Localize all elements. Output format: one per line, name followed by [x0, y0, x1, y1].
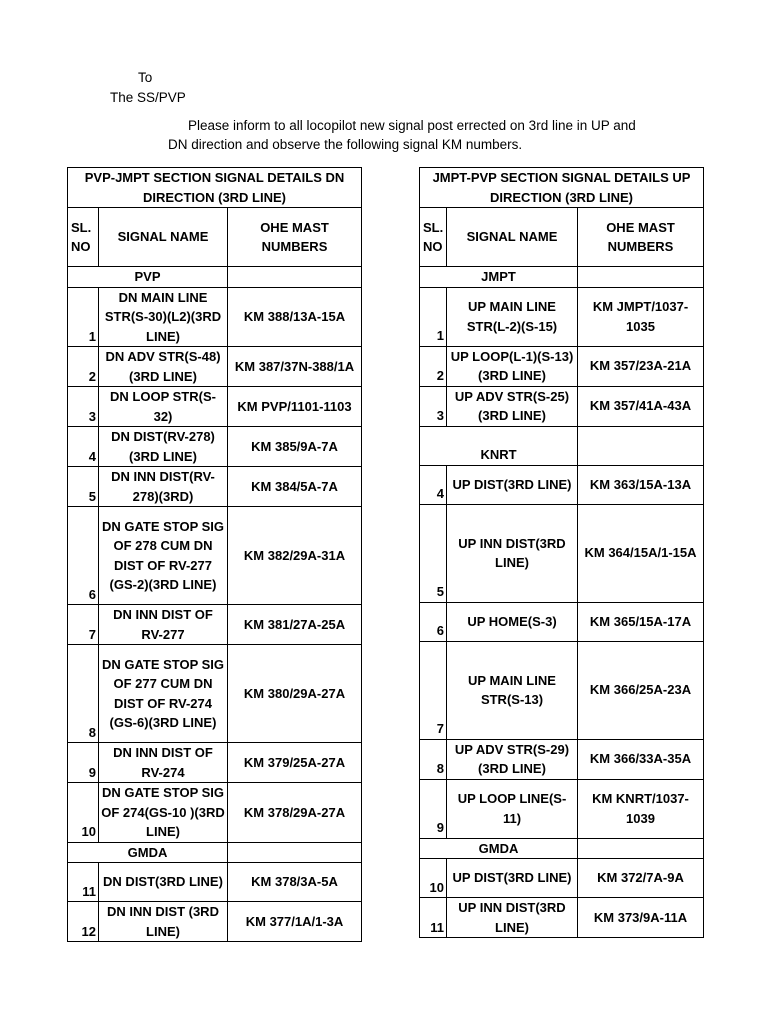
signal-name-cell: UP ADV STR(S-25)(3RD LINE) — [447, 386, 578, 426]
sl-cell: 1 — [68, 287, 99, 347]
sl-cell: 1 — [420, 287, 447, 346]
ohe-mast-cell: KM 380/29A-27A — [228, 645, 362, 743]
station-row — [68, 842, 362, 863]
sl-cell: 7 — [68, 605, 99, 645]
table-row — [68, 387, 362, 427]
table-row — [68, 645, 362, 743]
table-row — [420, 602, 704, 641]
ohe-mast-cell: KM 366/25A-23A — [578, 641, 704, 739]
ohe-mast-cell: KM 387/37N-388/1A — [228, 347, 362, 387]
signal-name-cell: DN INN DIST (3RD LINE) — [99, 902, 228, 942]
ohe-mast-cell: KM 382/29A-31A — [228, 507, 362, 605]
empty-cell — [578, 267, 704, 288]
ohe-mast-cell: KM 384/5A-7A — [228, 467, 362, 507]
table-row — [68, 287, 362, 347]
station-label: KNRT — [420, 426, 578, 465]
signal-name-cell: UP INN DIST(3RD LINE) — [447, 504, 578, 602]
empty-cell — [578, 426, 704, 465]
signal-name-cell: DN LOOP STR(S-32) — [99, 387, 228, 427]
signal-name-cell: UP DIST(3RD LINE) — [447, 465, 578, 504]
ohe-mast-cell: KM 388/13A-15A — [228, 287, 362, 347]
sl-cell: 10 — [420, 859, 447, 898]
ohe-mast-cell: KM 357/23A-21A — [578, 346, 704, 386]
ohe-mast-cell: KM 379/25A-27A — [228, 743, 362, 783]
ohe-mast-cell: KM PVP/1101-1103 — [228, 387, 362, 427]
ohe-mast-cell: KM 378/29A-27A — [228, 783, 362, 843]
table-title-row — [420, 168, 704, 208]
paragraph-line-1: Please inform to all locopilot new signal post errected on 3rd line in UP and — [188, 118, 636, 133]
signal-name-cell: UP MAIN LINE STR(L-2)(S-15) — [447, 287, 578, 346]
table-row — [68, 467, 362, 507]
station-row — [420, 838, 704, 859]
signal-name-cell: DN MAIN LINE STR(S-30)(L2)(3RD LINE) — [99, 287, 228, 347]
ohe-mast-cell: KM 357/41A-43A — [578, 386, 704, 426]
table-header-row — [68, 208, 362, 267]
ohe-mast-cell: KM 373/9A-11A — [578, 898, 704, 938]
station-label: PVP — [68, 267, 228, 288]
ohe-mast-cell: KM 372/7A-9A — [578, 859, 704, 898]
sl-cell: 2 — [420, 346, 447, 386]
table-row — [68, 743, 362, 783]
signal-name-cell: DN ADV STR(S-48)(3RD LINE) — [99, 347, 228, 387]
table-row — [68, 863, 362, 902]
header-signal-name: SIGNAL NAME — [447, 208, 578, 267]
sl-cell: 4 — [420, 465, 447, 504]
header-signal-name: SIGNAL NAME — [99, 208, 228, 267]
signal-name-cell: UP ADV STR(S-29)(3RD LINE) — [447, 739, 578, 779]
ohe-mast-cell: KM 365/15A-17A — [578, 602, 704, 641]
table-title: PVP-JMPT SECTION SIGNAL DETAILS DN DIRECTION (3RD LINE) — [68, 168, 362, 208]
station-row — [68, 267, 362, 288]
station-label: GMDA — [68, 842, 228, 863]
empty-cell — [228, 842, 362, 863]
table-row — [420, 898, 704, 938]
sl-cell: 10 — [68, 783, 99, 843]
header-sl-no: SL. NO — [420, 208, 447, 267]
station-label: JMPT — [420, 267, 578, 288]
table-row — [420, 504, 704, 602]
signal-name-cell: DN DIST(RV-278)(3RD LINE) — [99, 427, 228, 467]
signal-name-cell: UP MAIN LINE STR(S-13) — [447, 641, 578, 739]
sl-cell: 8 — [420, 739, 447, 779]
table-row — [68, 347, 362, 387]
ohe-mast-cell: KM 385/9A-7A — [228, 427, 362, 467]
sl-cell: 4 — [68, 427, 99, 467]
empty-cell — [228, 267, 362, 288]
sl-cell: 7 — [420, 641, 447, 739]
signal-name-cell: DN INN DIST(RV-278)(3RD) — [99, 467, 228, 507]
ohe-mast-cell: KM 366/33A-35A — [578, 739, 704, 779]
ohe-mast-cell: KM KNRT/1037-1039 — [578, 779, 704, 838]
signal-name-cell: UP DIST(3RD LINE) — [447, 859, 578, 898]
sl-cell: 3 — [68, 387, 99, 427]
header-sl-no: SL. NO — [68, 208, 99, 267]
sl-cell: 9 — [68, 743, 99, 783]
sl-cell: 5 — [68, 467, 99, 507]
table-row — [420, 386, 704, 426]
signal-name-cell: DN GATE STOP SIG OF 277 CUM DN DIST OF RV-274 (GS-6)(3RD LINE) — [99, 645, 228, 743]
signal-name-cell: UP LOOP LINE(S-11) — [447, 779, 578, 838]
signal-name-cell: DN DIST(3RD LINE) — [99, 863, 228, 902]
station-row — [420, 267, 704, 288]
table-row — [68, 902, 362, 942]
table-row — [68, 783, 362, 843]
table-row — [420, 859, 704, 898]
paragraph-line-2: DN direction and observe the following signal KM numbers. — [168, 137, 523, 152]
sl-cell: 3 — [420, 386, 447, 426]
table-row — [68, 507, 362, 605]
table-row — [420, 346, 704, 386]
ohe-mast-cell: KM JMPT/1037-1035 — [578, 287, 704, 346]
station-row — [420, 426, 704, 465]
empty-cell — [578, 838, 704, 859]
signal-name-cell: DN INN DIST OF RV-277 — [99, 605, 228, 645]
signal-name-cell: UP HOME(S-3) — [447, 602, 578, 641]
table-title: JMPT-PVP SECTION SIGNAL DETAILS UP DIRECTION (3RD LINE) — [420, 168, 704, 208]
sl-cell: 2 — [68, 347, 99, 387]
table-row — [68, 605, 362, 645]
up-signal-table — [419, 167, 704, 938]
dn-signal-table — [67, 167, 362, 942]
signal-name-cell: UP INN DIST(3RD LINE) — [447, 898, 578, 938]
letter-paragraph — [168, 116, 708, 154]
table-row — [68, 427, 362, 467]
sl-cell: 11 — [68, 863, 99, 902]
ohe-mast-cell: KM 364/15A/1-15A — [578, 504, 704, 602]
letter-addressee: The SS/PVP — [110, 90, 186, 105]
ohe-mast-cell: KM 381/27A-25A — [228, 605, 362, 645]
sl-cell: 8 — [68, 645, 99, 743]
table-row — [420, 465, 704, 504]
sl-cell: 11 — [420, 898, 447, 938]
station-label: GMDA — [420, 838, 578, 859]
ohe-mast-cell: KM 377/1A/1-3A — [228, 902, 362, 942]
signal-name-cell: DN INN DIST OF RV-274 — [99, 743, 228, 783]
table-header-row — [420, 208, 704, 267]
header-ohe-mast: OHE MAST NUMBERS — [578, 208, 704, 267]
table-title-row — [68, 168, 362, 208]
signal-name-cell: UP LOOP(L-1)(S-13)(3RD LINE) — [447, 346, 578, 386]
table-row — [420, 739, 704, 779]
table-row — [420, 287, 704, 346]
signal-name-cell: DN GATE STOP SIG OF 278 CUM DN DIST OF RV-277 (GS-2)(3RD LINE) — [99, 507, 228, 605]
sl-cell: 12 — [68, 902, 99, 942]
table-row — [420, 641, 704, 739]
signal-name-cell: DN GATE STOP SIG OF 274(GS-10 )(3RD LINE) — [99, 783, 228, 843]
sl-cell: 6 — [68, 507, 99, 605]
table-row — [420, 779, 704, 838]
sl-cell: 9 — [420, 779, 447, 838]
ohe-mast-cell: KM 363/15A-13A — [578, 465, 704, 504]
sl-cell: 6 — [420, 602, 447, 641]
sl-cell: 5 — [420, 504, 447, 602]
header-ohe-mast: OHE MAST NUMBERS — [228, 208, 362, 267]
ohe-mast-cell: KM 378/3A-5A — [228, 863, 362, 902]
letter-to: To — [138, 70, 153, 85]
